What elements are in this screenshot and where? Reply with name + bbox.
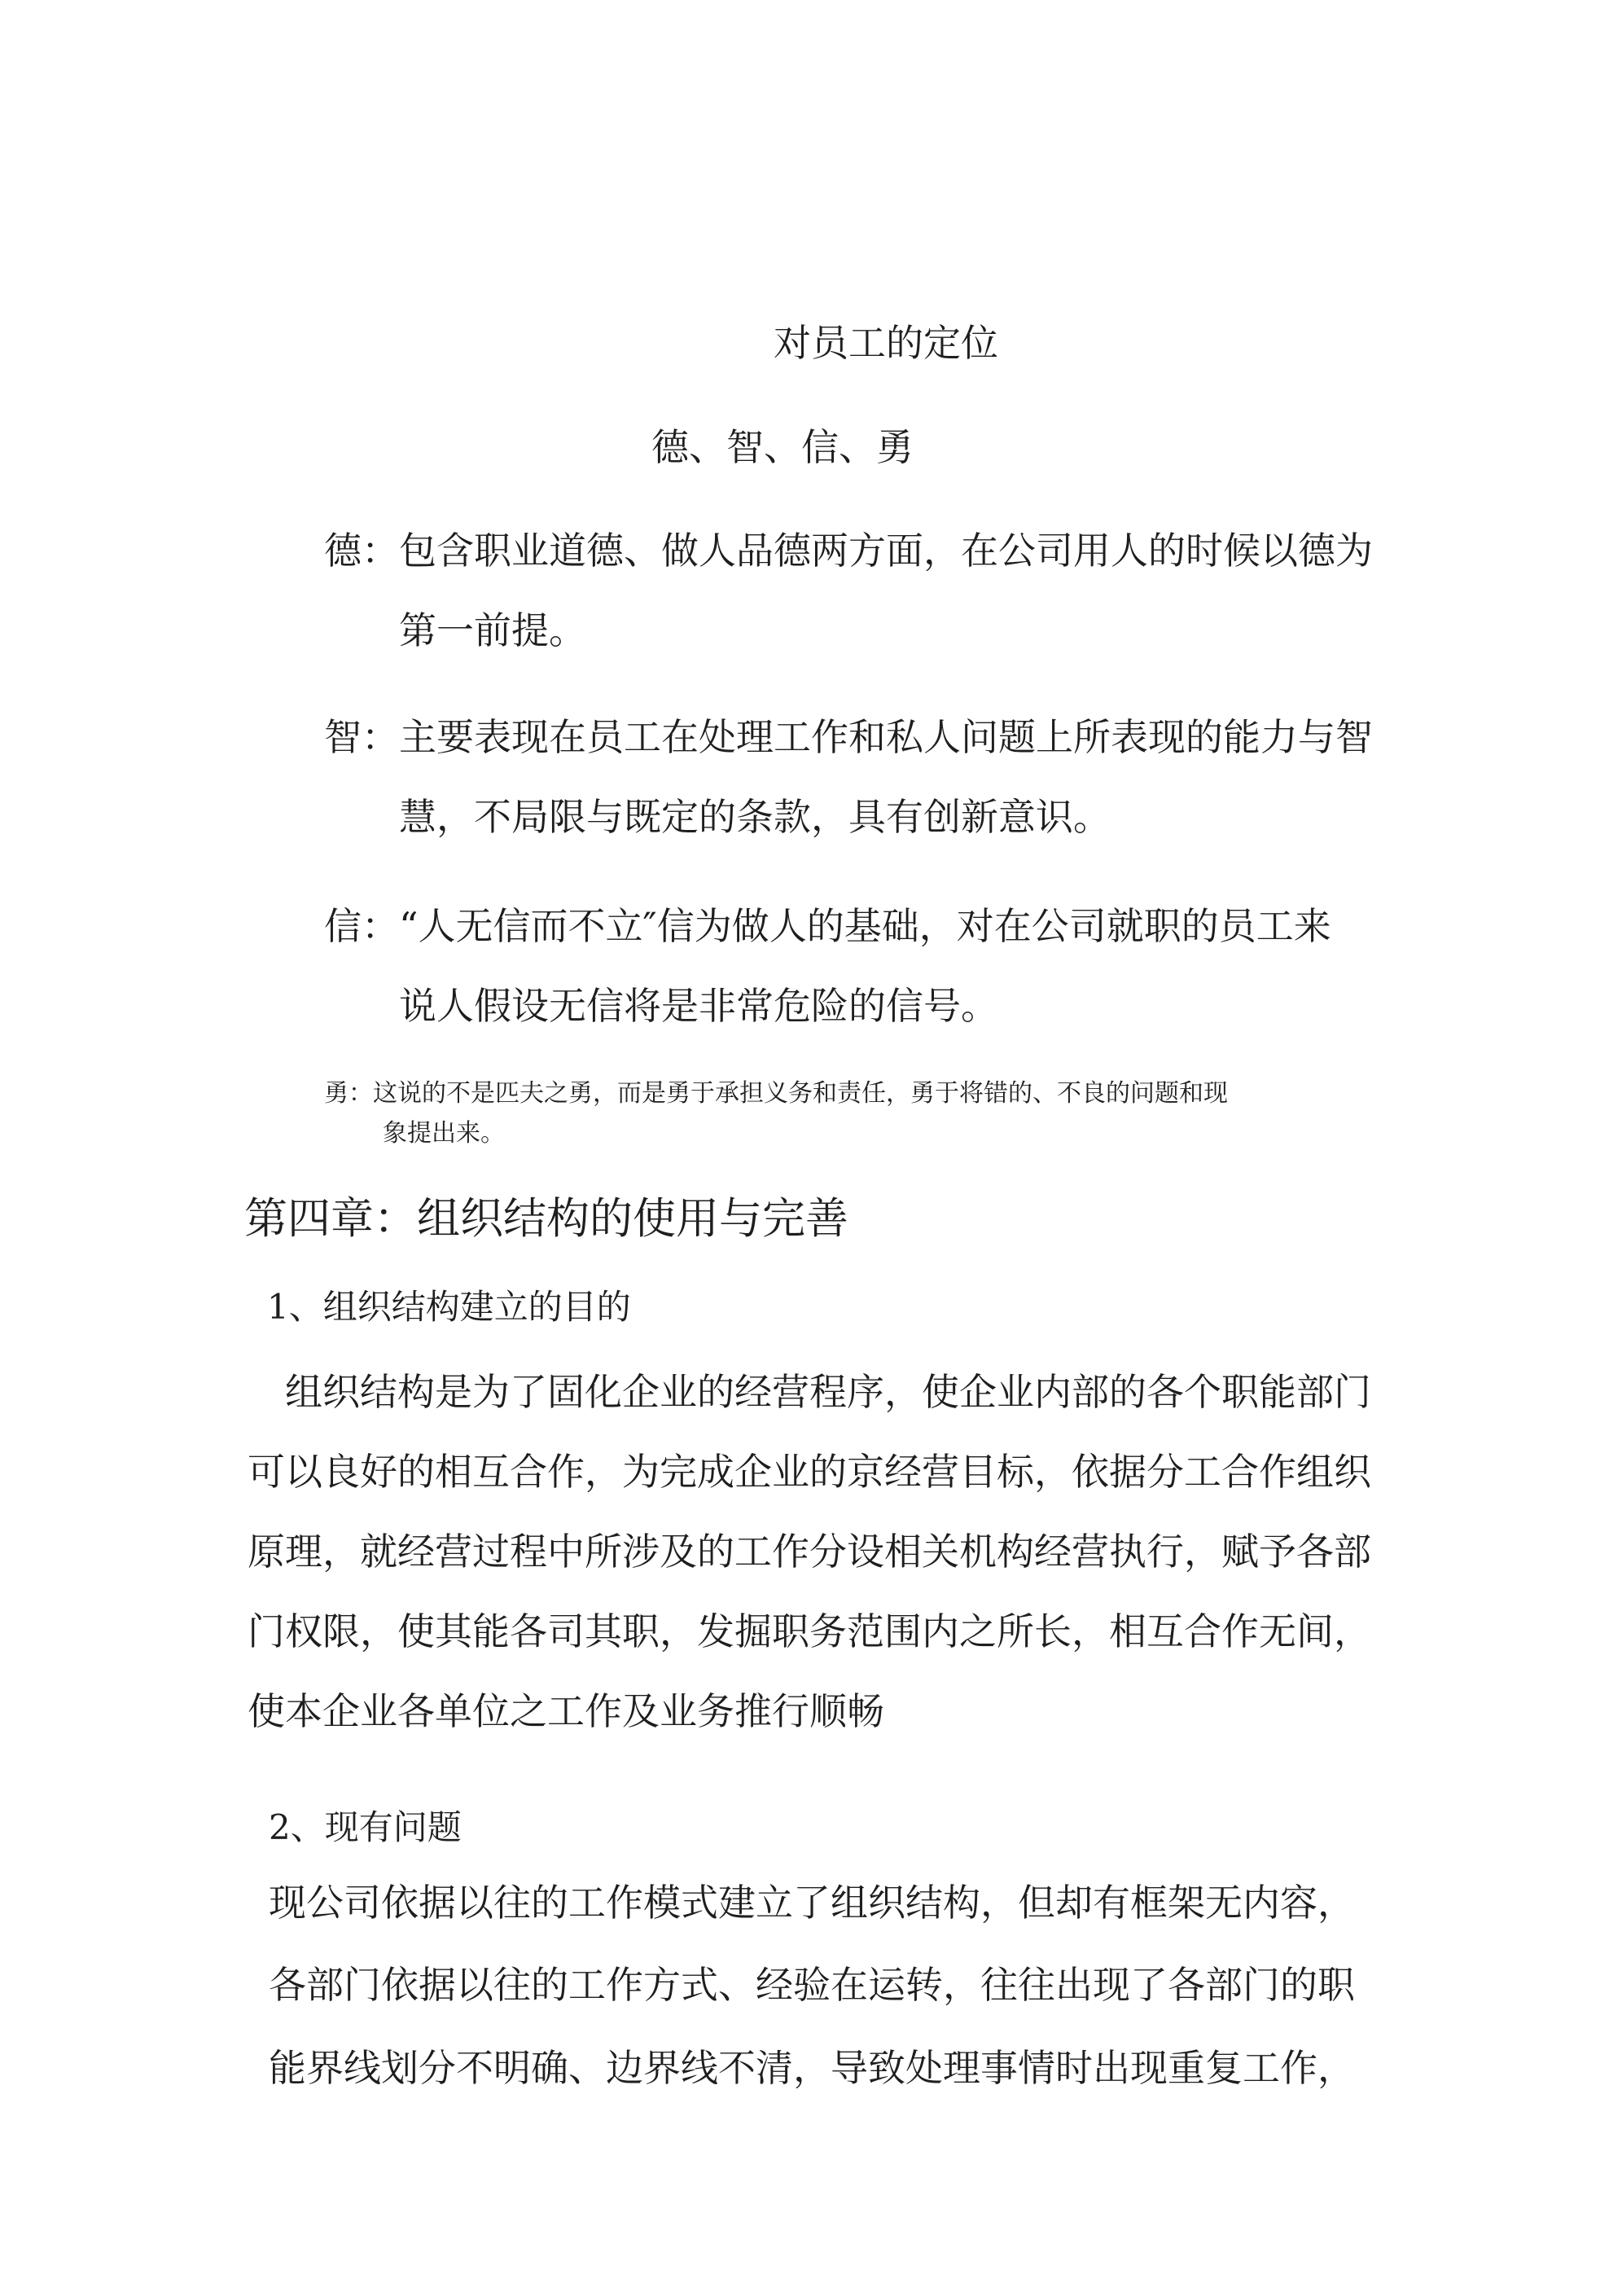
virtue-de-line-1: 德：包含职业道德、做人品德两方面，在公司用人的时候以德为 bbox=[324, 529, 1373, 573]
section-2-paragraph-line: 能界线划分不明确、边界线不清，导致处理事情时出现重复工作， bbox=[269, 2046, 1355, 2090]
section-1-paragraph-line: 使本企业各单位之工作及业务推行顺畅 bbox=[248, 1689, 884, 1733]
section-1-heading: 1、组织结构建立的目的 bbox=[267, 1287, 631, 1327]
section-1-paragraph-line: 可以良好的相互合作，为完成企业的京经营目标，依据分工合作组织 bbox=[248, 1450, 1371, 1494]
virtue-yong-line-2: 象提出来。 bbox=[383, 1119, 505, 1148]
section-1-paragraph-line: 组织结构是为了固化企业的经营程序，使企业内部的各个职能部门 bbox=[285, 1370, 1371, 1414]
page-title: 对员工的定位 bbox=[774, 321, 998, 365]
section-2-paragraph-line: 现公司依据以往的工作模式建立了组织结构，但却有框架无内容， bbox=[269, 1881, 1355, 1925]
section-1-paragraph-line: 门权限，使其能各司其职，发掘职务范围内之所长，相互合作无间， bbox=[248, 1609, 1371, 1653]
virtue-zhi-line-2: 慧，不局限与既定的条款，具有创新意识。 bbox=[399, 795, 1111, 839]
virtue-de-line-2: 第一前提。 bbox=[399, 608, 586, 652]
chapter-heading: 第四章：组织结构的使用与完善 bbox=[244, 1194, 848, 1244]
virtue-xin-line-1: 信：“人无信而不立″信为做人的基础，对在公司就职的员工来 bbox=[324, 904, 1331, 948]
section-2-heading: 2、现有问题 bbox=[269, 1807, 462, 1847]
virtue-yong-line-1: 勇：这说的不是匹夫之勇，而是勇于承担义务和责任，勇于将错的、不良的问题和现 bbox=[324, 1079, 1228, 1108]
section-2-paragraph-line: 各部门依据以往的工作方式、经验在运转，往往出现了各部门的职 bbox=[269, 1963, 1355, 2007]
virtue-zhi-line-1: 智：主要表现在员工在处理工作和私人问题上所表现的能力与智 bbox=[324, 715, 1373, 759]
virtue-xin-line-2: 说人假设无信将是非常危险的信号。 bbox=[399, 984, 998, 1028]
page-subtitle: 德、智、信、勇 bbox=[651, 425, 914, 469]
section-1-paragraph-line: 原理，就经营过程中所涉及的工作分设相关机构经营执行，赋予各部 bbox=[248, 1530, 1371, 1574]
